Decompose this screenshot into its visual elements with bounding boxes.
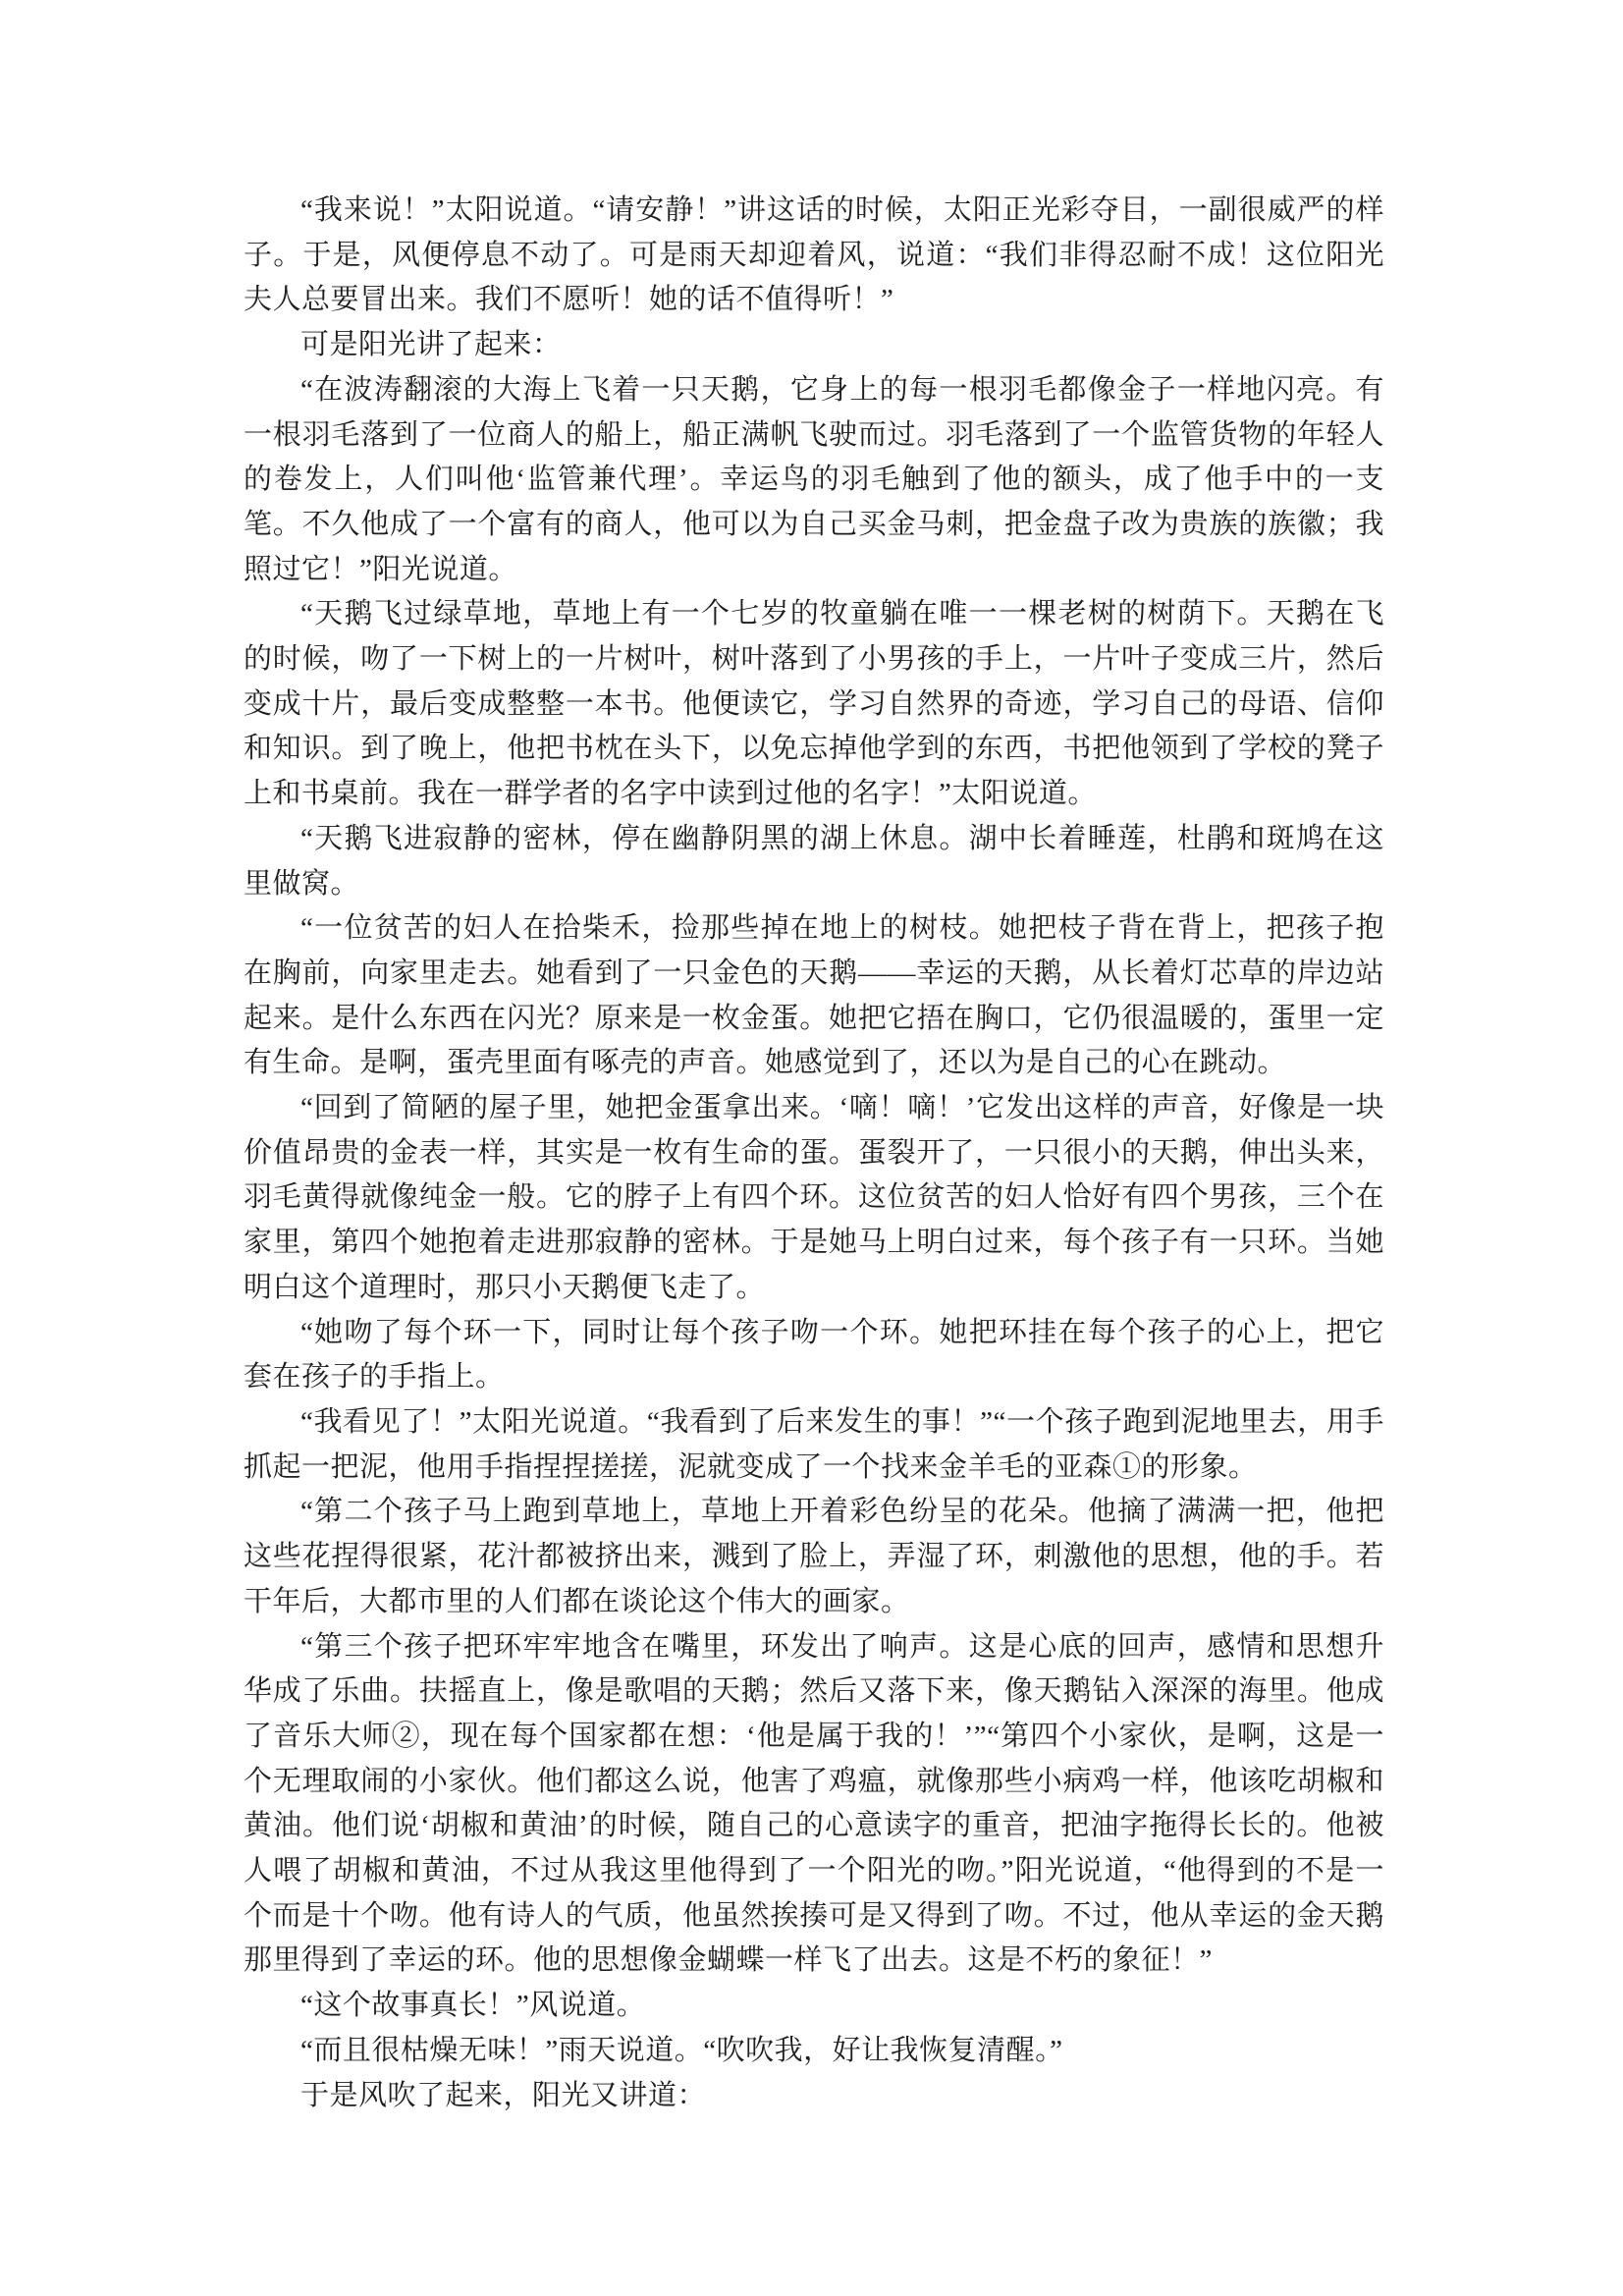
paragraph: “天鹅飞过绿草地，草地上有一个七岁的牧童躺在唯一一棵老树的树荫下。天鹅在飞的时候，吻了一下树上的一片树叶，树叶落到了小男孩的手上，一片叶子变成三片，然后变成十片，最后变成整整一本书。他便读它，学习自然界的奇迹，学习自己的母语、信仰和知识。到了晚上，他把书枕在头下，以免忘掉他学到的东西，书把他领到了学校的凳子上和书桌前。我在一群学者的名字中读到过他的名字！”太阳说道。: [243, 598, 1384, 810]
paragraph: “第二个孩子马上跑到草地上，草地上开着彩色纷呈的花朵。他摘了满满一把，他把这些花捏得很紧，花汁都被挤出来，溅到了脸上，弄湿了环，刺激他的思想，他的手。若干年后，大都市里的人们都在谈论这个伟大的画家。: [243, 1496, 1384, 1617]
paragraph: “她吻了每个环一下，同时让每个孩子吻一个环。她把环挂在每个孩子的心上，把它套在孩子的手指上。: [243, 1316, 1384, 1394]
paragraph: “回到了简陋的屋子里，她把金蛋拿出来。‘嘀！嘀！’它发出这样的声音，好像是一块价值昂贵的金表一样，其实是一枚有生命的蛋。蛋裂开了，一只很小的天鹅，伸出头来，羽毛黄得就像纯金一般。它的脖子上有四个环。这位贫苦的妇人恰好有四个男孩，三个在家里，第四个她抱着走进那寂静的密林。于是她马上明白过来，每个孩子有一只环。当她明白这个道理时，那只小天鹅便飞走了。: [243, 1092, 1384, 1303]
paragraph: “而且很枯燥无味！”雨天说道。“吹吹我，好让我恢复清醒。”: [300, 2034, 1063, 2066]
paragraph: “在波涛翻滚的大海上飞着一只天鹅，它身上的每一根羽毛都像金子一样地闪亮。有一根羽毛落到了一位商人的船上，船正满帆飞驶而过。羽毛落到了一个监管货物的年轻人的卷发上，人们叫他‘监管兼代理’。幸运鸟的羽毛触到了他的额头，成了他手中的一支笔。不久他成了一个富有的商人，他可以为自己买金马刺，把金盘子改为贵族的族徽；我照过它！”阳光说道。: [243, 373, 1384, 585]
paragraph: “这个故事真长！”风说道。: [300, 1990, 646, 2022]
story-text-block: [243, 189, 1384, 2118]
paragraph: “我来说！”太阳说道。“请安静！”讲这话的时候，太阳正光彩夺目，一副很威严的样子。于是，风便停息不动了。可是雨天却迎着风，说道：“我们非得忍耐不成！这位阳光夫人总要冒出来。我们不愿听！她的话不值得听！”: [243, 194, 1384, 316]
paragraph: “我看见了！”太阳光说道。“我看到了后来发生的事！”“一个孩子跑到泥地里去，用手抓起一把泥，他用手指捏捏搓搓，泥就变成了一个找来金羊毛的亚森①的形象。: [243, 1405, 1384, 1483]
paragraph: “一位贫苦的妇人在拾柴禾，捡那些掉在地上的树枝。她把枝子背在背上，把孩子抱在胸前，向家里走去。她看到了一只金色的天鹅——幸运的天鹅，从长着灯芯草的岸边站起来。是什么东西在闪光？原来是一枚金蛋。她把它捂在胸口，它仍很温暖的，蛋里一定有生命。是啊，蛋壳里面有啄壳的声音。她感觉到了，还以为是自己的心在跳动。: [243, 912, 1384, 1079]
paragraph: 于是风吹了起来，阳光又讲道：: [300, 2079, 707, 2111]
paragraph: “天鹅飞进寂静的密林，停在幽静阴黑的湖上休息。湖中长着睡莲，杜鹃和斑鸠在这里做窝。: [243, 822, 1384, 900]
paragraph: 可是阳光讲了起来：: [300, 329, 562, 361]
paragraph: “第三个孩子把环牢牢地含在嘴里，环发出了响声。这是心底的回声，感情和思想升华成了乐曲。扶摇直上，像是歌唱的天鹅；然后又落下来，像天鹅钻入深深的海里。他成了音乐大师②，现在每个国家都在想：‘他是属于我的！’”“第四个小家伙，是啊，这是一个无理取闹的小家伙。他们都这么说，他害了鸡瘟，就像那些小病鸡一样，他该吃胡椒和黄油。他们说‘胡椒和黄油’的时候，随自己的心意读字的重音，把油字拖得长长的。他被人喂了胡椒和黄油，不过从我这里他得到了一个阳光的吻。”阳光说道，“他得到的不是一个而是十个吻。他有诗人的气质，他虽然挨揍可是又得到了吻。不过，他从幸运的金天鹅那里得到了幸运的环。他的思想像金蝴蝶一样飞了出去。这是不朽的象征！”: [243, 1630, 1384, 1977]
